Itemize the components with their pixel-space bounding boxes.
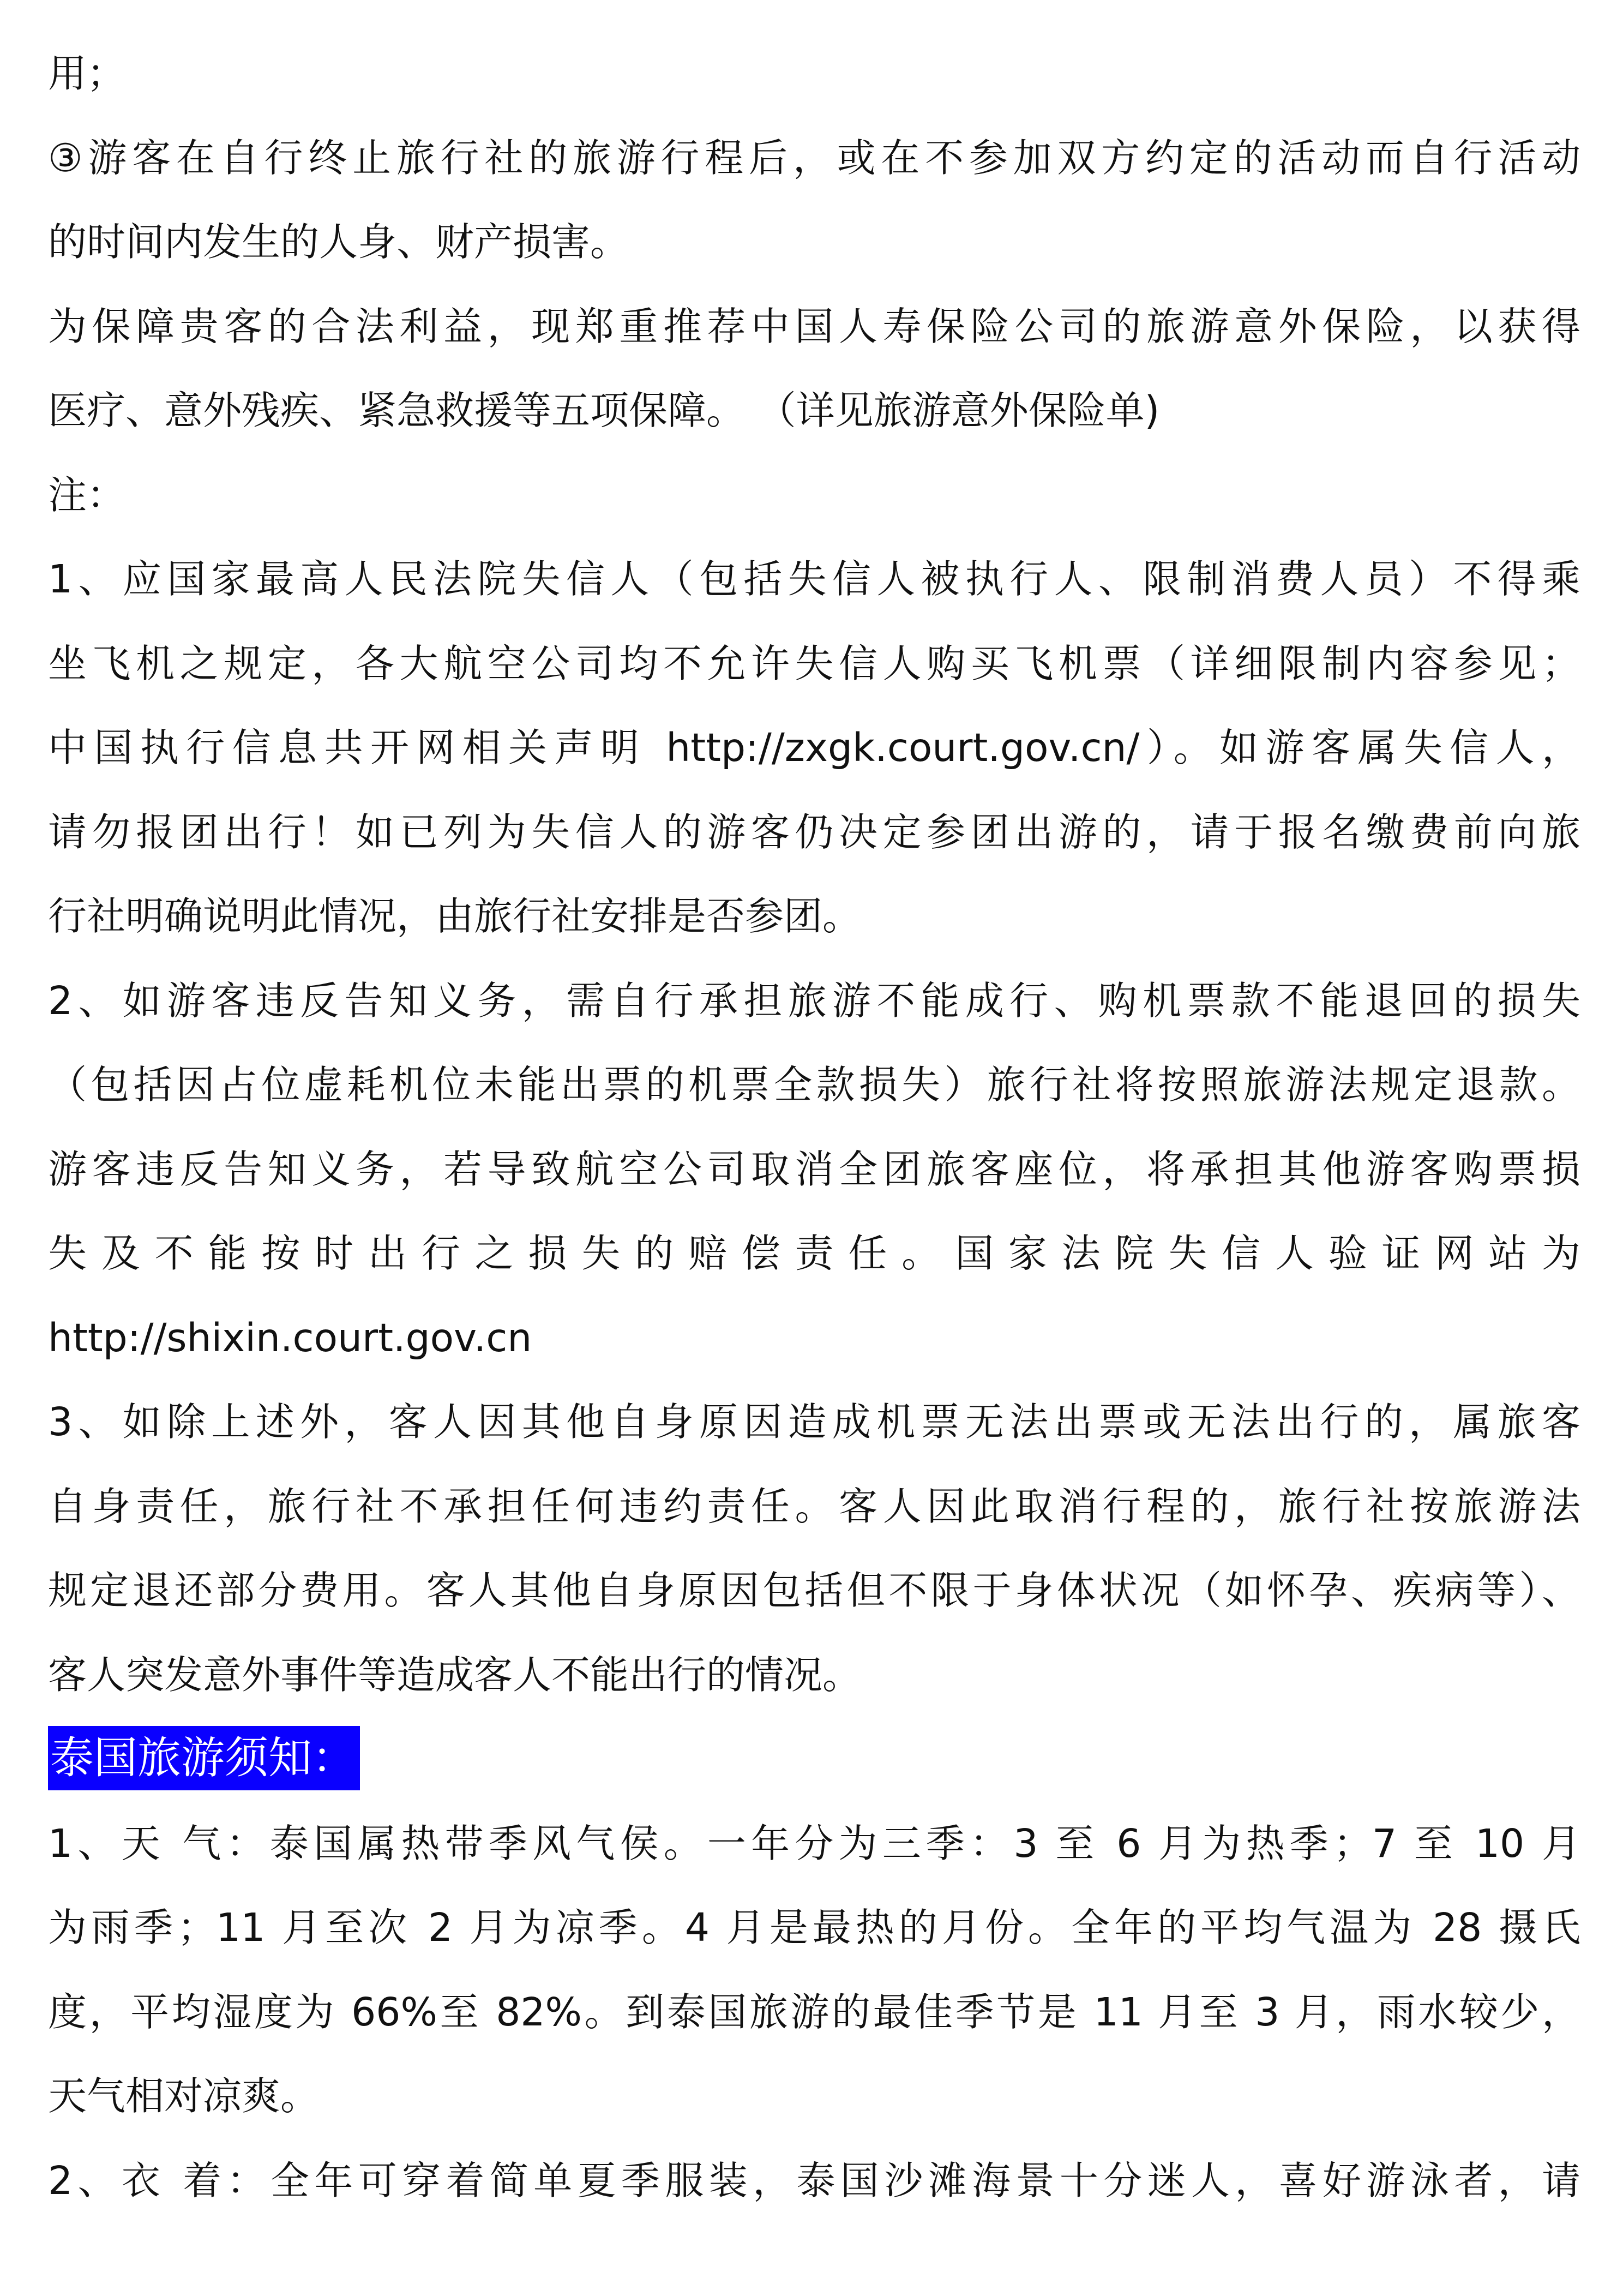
text-line: 度，平均湿度为 66%至 82%。到泰国旅游的最佳季节是 11 月至 3 月，雨水较少， (48, 1989, 1580, 2035)
text-line: （包括因占位虚耗机位未能出票的机票全款损失）旅行社将按照旅游法规定退款。 (48, 1062, 1580, 1107)
text-line: 中国执行信息共开网相关声明 http://zxgk.court.gov.cn/）。如游客属失信人， (48, 725, 1580, 770)
text-line: 2、衣 着：全年可穿着简单夏季服装，泰国沙滩海景十分迷人，喜好游泳者，请 (48, 2157, 1580, 2203)
text-line: 失及不能按时出行之损失的赔偿责任。国家法院失信人验证网站为 (48, 1231, 1580, 1276)
document-page (48, 32, 1580, 2223)
text-line: 1、天 气：泰国属热带季风气侯。一年分为三季：3 至 6 月为热季；7 至 10 月 (48, 1820, 1580, 1866)
text-line: 医疗、意外残疾、紧急救援等五项保障。 （详见旅游意外保险单) (48, 388, 1160, 433)
section-heading-row (48, 1717, 1580, 1802)
text-line: 坐飞机之规定，各大航空公司均不允许失信人购买飞机票（详细限制内容参见； (48, 640, 1580, 686)
text-line: 客人突发意外事件等造成客人不能出行的情况。 (48, 1652, 862, 1698)
text-line: ③游客在自行终止旅行社的旅游行程后，或在不参加双方约定的活动而自行活动 (48, 135, 1580, 181)
note-label: 注： (48, 472, 126, 518)
text-line: 天气相对凉爽。 (48, 2073, 320, 2119)
text-line: 规定退还部分费用。客人其他自身原因包括但不限于身体状况（如怀孕、疾病等）、 (48, 1568, 1580, 1613)
text-line: 1、应国家最高人民法院失信人（包括失信人被执行人、限制消费人员）不得乘 (48, 556, 1580, 602)
text-line: 为雨季；11 月至次 2 月为凉季。4 月是最热的月份。全年的平均气温为 28 摄氏 (48, 1905, 1580, 1950)
text-line: 为保障贵客的合法利益，现郑重推荐中国人寿保险公司的旅游意外保险，以获得 (48, 303, 1580, 349)
text-line: 3、如除上述外，客人因其他自身原因造成机票无法出票或无法出行的，属旅客 (48, 1399, 1580, 1444)
url-line: http://shixin.court.gov.cn (48, 1315, 532, 1360)
text-line: 请勿报团出行！如已列为失信人的游客仍决定参团出游的，请于报名缴费前向旅 (48, 809, 1580, 855)
text-line: 2、如游客违反告知义务，需自行承担旅游不能成行、购机票款不能退回的损失 (48, 978, 1580, 1023)
text-line: 自身责任，旅行社不承担任何违约责任。客人因此取消行程的，旅行社按旅游法 (48, 1483, 1580, 1529)
text-line: 的时间内发生的人身、财产损害。 (48, 219, 629, 265)
text-line: 行社明确说明此情况，由旅行社安排是否参团。 (48, 894, 862, 939)
text-line: 游客违反告知义务，若导致航空公司取消全团旅客座位，将承担其他游客购票损 (48, 1146, 1580, 1192)
section-heading: 泰国旅游须知： (48, 1726, 360, 1790)
text-line: 用； (48, 51, 126, 96)
